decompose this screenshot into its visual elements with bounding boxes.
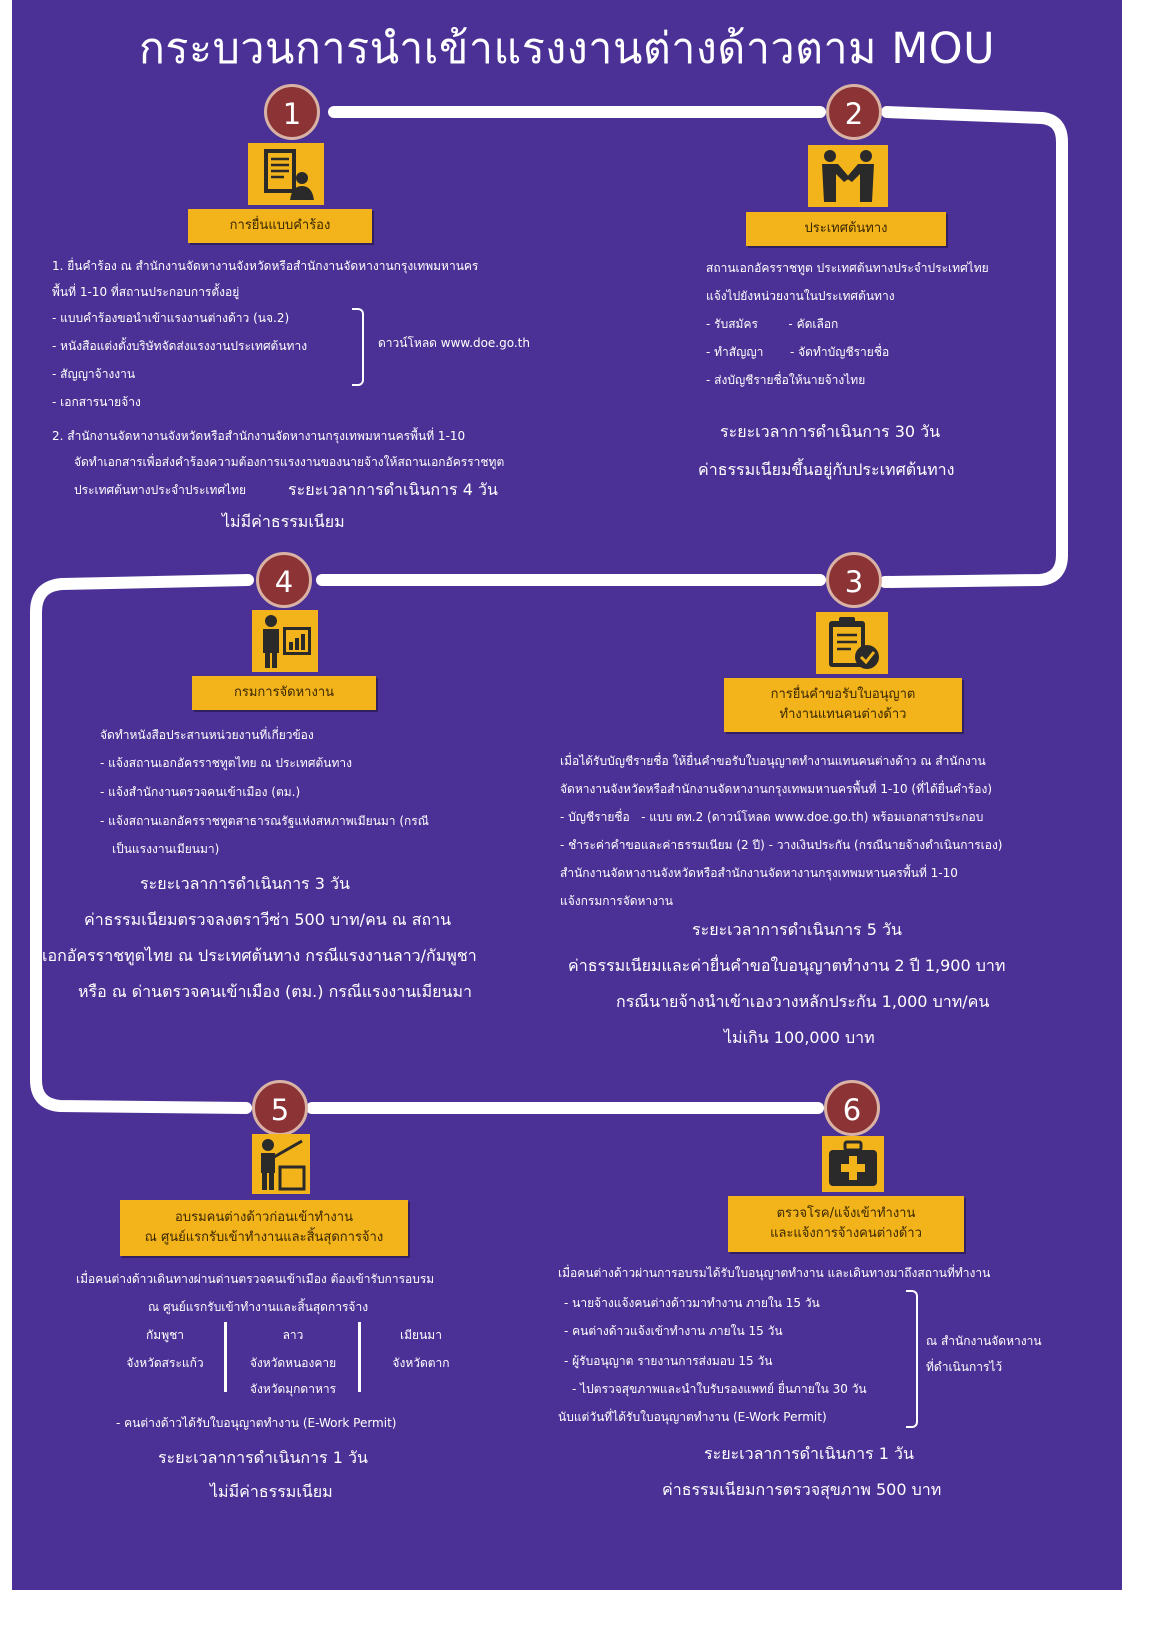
step-5-line-1: เมื่อคนต่างด้าวเดินทางผ่านด่านตรวจคนเข้าเมือง ต้องเข้ารับการอบรม: [76, 1272, 435, 1286]
step-6-bracket: [906, 1290, 918, 1428]
step-4-fee-3: หรือ ณ ด่านตรวจคนเข้าเมือง (ตม.) กรณีแรงงานเมียนมา: [78, 982, 473, 1001]
step-5-duration: ระยะเวลาการดำเนินการ 1 วัน: [158, 1448, 368, 1467]
step-1-title: [188, 209, 372, 243]
step-4-fee-2: เอกอัครราชทูตไทย ณ ประเทศต้นทาง กรณีแรงงานลาว/กัมพูชา: [42, 946, 477, 965]
province-sa-kaeo: จังหวัดสระแก้ว: [126, 1356, 204, 1370]
document-person-icon: [248, 143, 324, 205]
step-3-line-4: - ชำระค่าคำขอและค่าธรรมเนียม (2 ปี) - วางเงินประกัน (กรณีนายจ้างดำเนินการเอง): [560, 838, 1003, 852]
infographic-canvas: [12, 0, 1122, 1590]
step-2-line-4: - ทำสัญญา - จัดทำบัญชีรายชื่อ: [706, 345, 890, 359]
step-1-line-2: พื้นที่ 1-10 ที่สถานประกอบการตั้งอยู่: [52, 285, 240, 299]
step-1-line-9: ประเทศต้นทางประจำประเทศไทย: [74, 483, 247, 497]
step-1-bracket: [352, 308, 364, 386]
step-2-badge: 2: [826, 84, 882, 140]
step-3-duration: ระยะเวลาการดำเนินการ 5 วัน: [692, 920, 902, 939]
step-2-line-2: แจ้งไปยังหน่วยงานในประเทศต้นทาง: [706, 289, 895, 303]
country-divider-2: [358, 1322, 361, 1392]
step-4-title-text: กรมการจัดหางาน: [233, 684, 335, 700]
country-laos: ลาว: [282, 1328, 304, 1342]
step-5-line-2: ณ ศูนย์แรกรับเข้าทำงานและสิ้นสุดการจ้าง: [148, 1300, 369, 1314]
step-5-fee: ไม่มีค่าธรรมเนียม: [210, 1482, 333, 1501]
step-6-office-1: ณ สำนักงานจัดหางาน: [926, 1334, 1042, 1348]
step-6-line-2: - นายจ้างแจ้งคนต่างด้าวมาทำงาน ภายใน 15 วัน: [564, 1296, 820, 1310]
province-mukdahan: จังหวัดมุกดาหาร: [249, 1382, 337, 1396]
step-1-line-3: - แบบคำร้องขอนำเข้าแรงงานต่างด้าว (นจ.2): [52, 311, 290, 325]
step-4-line-1: จัดทำหนังสือประสานหน่วยงานที่เกี่ยวข้อง: [100, 728, 314, 742]
step-1-line-6: - เอกสารนายจ้าง: [52, 395, 141, 409]
step-5-title-text-2: ณ ศูนย์แรกรับเข้าทำงานและสิ้นสุดการจ้าง: [144, 1230, 384, 1245]
step-2-line-1: สถานเอกอัครราชทูต ประเทศต้นทางประจำประเทศไทย: [706, 261, 989, 275]
step-2-duration: ระยะเวลาการดำเนินการ 30 วัน: [720, 422, 941, 441]
step-6-office-2: ที่ดำเนินการไว้: [926, 1360, 1003, 1374]
step-1-line-1: 1. ยื่นคำร้อง ณ สำนักงานจัดหางานจังหวัดหรือสำนักงานจัดหางานกรุงเทพมหานคร: [52, 259, 479, 273]
step-1-title-text: การยื่นแบบคำร้อง: [229, 217, 331, 233]
step-3-fee-1: ค่าธรรมเนียมและค่ายื่นคำขอใบอนุญาตทำงาน 2 ปี 1,900 บาท: [568, 956, 1006, 975]
teacher-board-icon: [252, 1134, 310, 1194]
step-3-line-3: - บัญชีรายชื่อ - แบบ ตท.2 (ดาวน์โหลด www.doe.go.th) พร้อมเอกสารประกอบ: [560, 810, 984, 824]
step-4-line-4: - แจ้งสถานเอกอัครราชทูตสาธารณรัฐแห่งสหภาพเมียนมา (กรณี: [100, 814, 429, 828]
connector-2-3: [885, 112, 1062, 582]
step-3-line-5: สำนักงานจัดหางานจังหวัดหรือสำนักงานจัดหางานกรุงเทพมหานครพื้นที่ 1-10: [560, 866, 958, 880]
country-cambodia: กัมพูชา: [146, 1328, 184, 1342]
province-tak: จังหวัดตาก: [392, 1356, 450, 1370]
handshake-icon: [808, 145, 888, 207]
step-1-download: ดาวน์โหลด www.doe.go.th: [378, 336, 530, 350]
step-5-title-text: อบรมคนต่างด้าวก่อนเข้าทำงาน: [175, 1209, 353, 1225]
step-6-line-4: - ผู้รับอนุญาต รายงานการส่งมอบ 15 วัน: [564, 1354, 773, 1368]
step-1-line-5: - สัญญาจ้างงาน: [52, 367, 136, 381]
page-title: กระบวนการนำเข้าแรงงานต่างด้าวตาม MOU: [138, 24, 996, 74]
step-6-line-5: - ไปตรวจสุขภาพและนำใบรับรองแพทย์ ยื่นภายใน 30 วัน: [572, 1382, 867, 1396]
step-2-line-3: - รับสมัคร - คัดเลือก: [706, 317, 839, 331]
presenter-chart-icon: [252, 610, 318, 672]
step-5-badge: 5: [252, 1080, 308, 1136]
medical-kit-icon: [822, 1136, 884, 1192]
step-3-title: [724, 678, 962, 732]
step-6-line-3: - คนต่างด้าวแจ้งเข้าทำงาน ภายใน 15 วัน: [564, 1324, 783, 1338]
step-1-duration: ระยะเวลาการดำเนินการ 4 วัน: [288, 480, 498, 499]
step-1-fee: ไม่มีค่าธรรมเนียม: [222, 512, 345, 531]
step-6-line-6: นับแต่วันที่ได้รับใบอนุญาตทำงาน (E-Work Permit): [558, 1410, 827, 1424]
step-2-title-text: ประเทศต้นทาง: [804, 220, 888, 236]
step-3-line-6: แจ้งกรมการจัดหางาน: [560, 894, 673, 908]
step-4-line-2: - แจ้งสถานเอกอัครราชทูตไทย ณ ประเทศต้นทาง: [100, 756, 352, 770]
step-4-fee-1: ค่าธรรมเนียมตรวจลงตราวีซ่า 500 บาท/คน ณ สถาน: [84, 910, 452, 929]
step-6-fee: ค่าธรรมเนียมการตรวจสุขภาพ 500 บาท: [662, 1480, 942, 1499]
step-1-line-8: จัดทำเอกสารเพื่อส่งคำร้องความต้องการแรงงานของนายจ้างให้สถานเอกอัครราชทูต: [74, 455, 505, 469]
step-3-line-1: เมื่อได้รับบัญชีรายชื่อ ให้ยื่นคำขอรับใบอนุญาตทำงานแทนคนต่างด้าว ณ สำนักงาน: [560, 754, 986, 768]
province-nong-khai: จังหวัดหนองคาย: [249, 1356, 337, 1370]
step-3-title-text-2: ทำงานแทนคนต่างด้าว: [779, 707, 907, 722]
step-4-line-3: - แจ้งสำนักงานตรวจคนเข้าเมือง (ตม.): [100, 785, 301, 799]
step-5-permit: - คนต่างด้าวได้รับใบอนุญาตทำงาน (E-Work Permit): [116, 1416, 397, 1430]
step-1-line-7: 2. สำนักงานจัดหางานจังหวัดหรือสำนักงานจัดหางานกรุงเทพมหานครพื้นที่ 1-10: [52, 429, 466, 443]
step-6-badge: 6: [824, 1080, 880, 1136]
step-3-title-text: การยื่นคำขอรับใบอนุญาต: [770, 686, 916, 702]
step-3-fee-2: กรณีนายจ้างนำเข้าเองวางหลักประกัน 1,000 บาท/คน: [616, 992, 990, 1011]
step-4-duration: ระยะเวลาการดำเนินการ 3 วัน: [140, 874, 350, 893]
step-6-title-text: ตรวจโรค/แจ้งเข้าทำงาน: [776, 1205, 916, 1221]
step-2-fee: ค่าธรรมเนียมขึ้นอยู่กับประเทศต้นทาง: [698, 460, 955, 479]
step-6-line-1: เมื่อคนต่างด้าวผ่านการอบรมได้รับใบอนุญาตทำงาน และเดินทางมาถึงสถานที่ทำงาน: [558, 1266, 991, 1280]
step-6-duration: ระยะเวลาการดำเนินการ 1 วัน: [704, 1444, 914, 1463]
step-2-line-5: - ส่งบัญชีรายชื่อให้นายจ้างไทย: [706, 373, 866, 387]
step-3-fee-3: ไม่เกิน 100,000 บาท: [724, 1028, 875, 1047]
country-myanmar: เมียนมา: [400, 1328, 442, 1342]
country-divider-1: [224, 1322, 227, 1392]
step-3-line-2: จัดหางานจังหวัดหรือสำนักงานจัดหางานกรุงเทพมหานครพื้นที่ 1-10 (ที่ได้ยื่นคำร้อง): [560, 782, 992, 796]
step-4-title: [192, 676, 376, 710]
step-6-title-text-2: และแจ้งการจ้างคนต่างด้าว: [770, 1226, 922, 1241]
step-4-line-5: เป็นแรงงานเมียนมา): [112, 842, 220, 856]
step-5-title: [120, 1200, 408, 1256]
step-3-badge: 3: [826, 552, 882, 608]
clipboard-check-icon: [816, 612, 888, 674]
step-4-badge: 4: [256, 552, 312, 608]
step-1-badge: 1: [264, 84, 320, 140]
step-2-title: [746, 212, 946, 246]
step-1-line-4: - หนังสือแต่งตั้งบริษัทจัดส่งแรงงานประเทศต้นทาง: [52, 339, 308, 353]
step-6-title: [728, 1196, 964, 1252]
